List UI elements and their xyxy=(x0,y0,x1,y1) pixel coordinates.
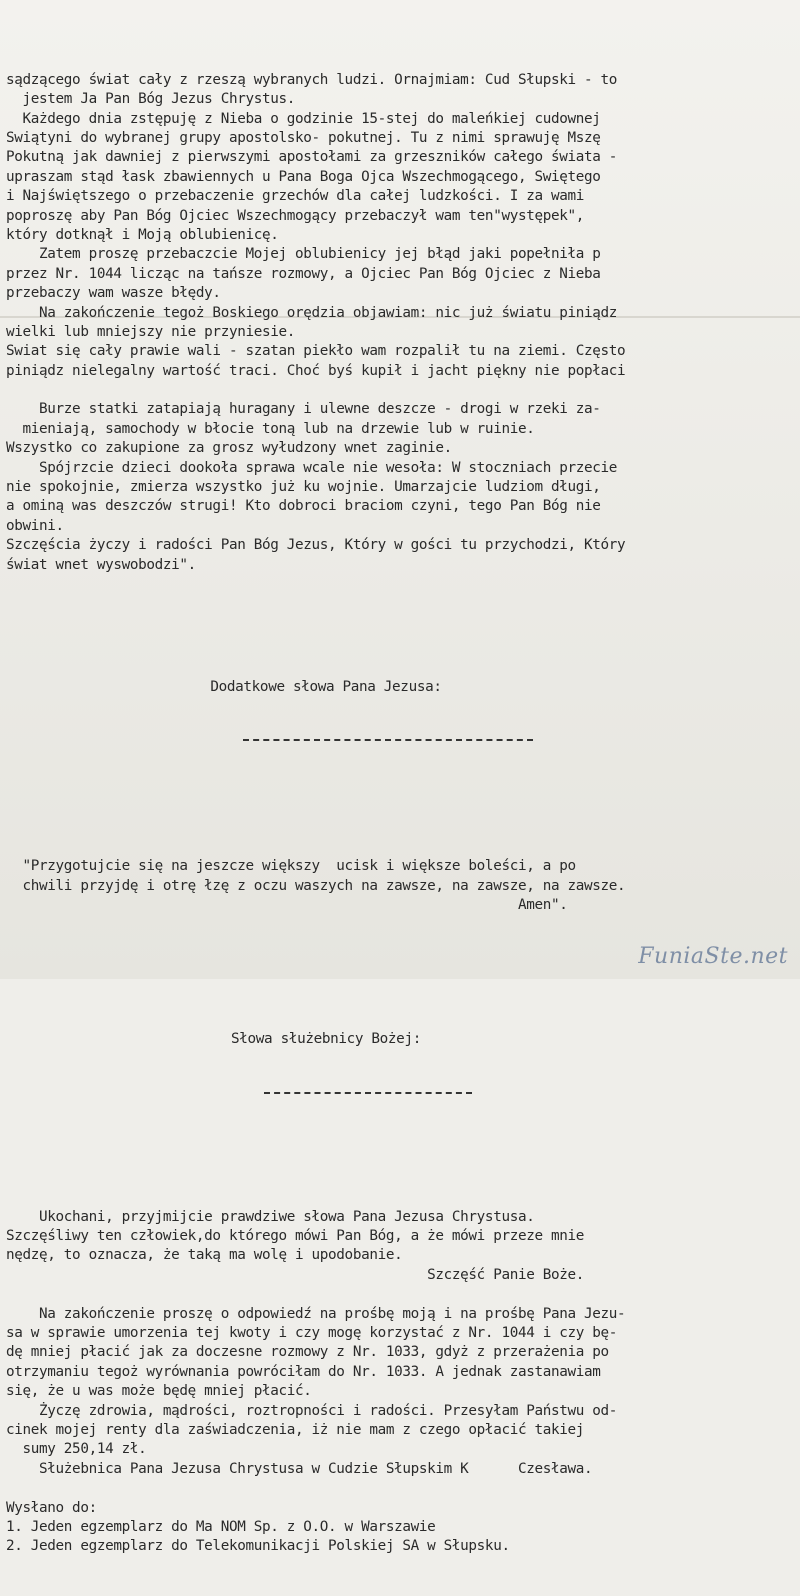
text-line: mieniają, samochody w błocie toną lub na drzewie lub w ruinie. xyxy=(6,420,535,437)
text-line: 1. Jeden egzemplarz do Ma NOM Sp. z O.O. w Warszawie xyxy=(6,1518,436,1535)
text-line: Spójrzcie dzieci dookoła sprawa wcale nie wesoła: W stoczniach przecie xyxy=(6,459,618,476)
text-line: Służebnica Pana Jezusa Chrystusa w Cudzie Słupskim K Czesława. xyxy=(6,1460,593,1477)
text-line: upraszam stąd łask zbawiennych u Pana Boga Ojca Wszechmogącego, Swiętego xyxy=(6,168,601,185)
text-line: obwini. xyxy=(6,517,64,534)
text-line: wielki lub mniejszy nie przyniesie. xyxy=(6,323,296,340)
watermark-logo: FuniaSte.net xyxy=(638,944,788,969)
text-line: Życzę zdrowia, mądrości, roztropności i radości. Przesyłam Państwu od- xyxy=(6,1402,618,1419)
text-line: sumy 250,14 zł. xyxy=(6,1441,147,1458)
text-line: Ukochani, przyjmijcie prawdziwe słowa Pana Jezusa Chrystusa. xyxy=(6,1208,535,1225)
text-line: Każdego dnia zstępuję z Nieba o godzinie 15-stej do maleńkiej cudownej xyxy=(6,110,601,127)
text-line xyxy=(6,1479,796,1498)
text-line: cinek mojej renty dla zaświadczenia, iż nie mam z czego opłacić takiej xyxy=(6,1421,585,1438)
text-line: dę mniej płacić jak za doczesne rozmowy z Nr. 1033, gdyż z przerażenia po xyxy=(6,1344,609,1361)
text-line: Na zakończenie tegoż Boskiego orędzia objawiam: nic już światu piniądz xyxy=(6,304,618,321)
text-line: Burze statki zatapiają huragany i ulewne deszcze - drogi w rzeki za- xyxy=(6,401,601,418)
text-line: Szczęścia życzy i radości Pan Bóg Jezus, Który w gości tu przychodzi, Który xyxy=(6,537,626,554)
text-line: Swiat się cały prawie wali - szatan piekło wam rozpalił tu na ziemi. Często xyxy=(6,343,626,360)
letter-body-part1 xyxy=(6,71,796,575)
text-line xyxy=(6,1285,796,1304)
text-line: poproszę aby Pan Bóg Ojciec Wszechmogący przebaczył wam ten"występek", xyxy=(6,207,585,224)
text-line: przebaczy wam wasze błędy. xyxy=(6,285,221,302)
text-line: jestem Ja Pan Bóg Jezus Chrystus. xyxy=(6,91,296,108)
text-line xyxy=(6,381,796,400)
text-line: Szczęśliwy ten człowiek,do którego mówi Pan Bóg, a że mówi przeze mnie xyxy=(6,1228,585,1245)
text-line: "Przygotujcie się na jeszcze większy ucisk i większe boleści, a po xyxy=(6,858,576,875)
heading1-underline xyxy=(6,736,796,746)
text-line: nędzę, to oznacza, że taką ma wolę i upodobanie. xyxy=(6,1247,403,1264)
text-line: Pokutną jak dawniej z pierwszymi apostołami za grzeszników całego świata - xyxy=(6,149,618,166)
text-line: świat wnet wyswobodzi". xyxy=(6,556,196,573)
text-line: Swiątyni do wybranej grupy apostolsko- pokutnej. Tu z nimi sprawuję Mszę xyxy=(6,129,601,146)
text-line: który dotknął i Moją oblubienicę. xyxy=(6,226,279,243)
text-line: Amen". xyxy=(6,897,568,914)
text-line: piniądz nielegalny wartość traci. Choć byś kupił i jacht piękny nie popłaci xyxy=(6,362,626,379)
text-line: sądzącego świat cały z rzeszą wybranych ludzi. Ornajmiam: Cud Słupski - to xyxy=(6,71,618,88)
letter-text xyxy=(6,32,796,1596)
text-line: 2. Jeden egzemplarz do Telekomunikacji Polskiej SA w Słupsku. xyxy=(6,1538,510,1555)
text-line: i Najświętszego o przebaczenie grzechów dla całej ludzkości. I za wami xyxy=(6,188,585,205)
text-line: Szczęść Panie Boże. xyxy=(6,1266,585,1283)
text-line: Wszystko co zakupione za grosz wyłudzony wnet zaginie. xyxy=(6,440,452,457)
heading-sluzebnicy: Słowa służebnicy Bożej: xyxy=(231,1031,421,1048)
text-line: chwili przyjdę i otrę łzę z oczu waszych na zawsze, na zawsze, na zawsze. xyxy=(6,877,626,894)
text-line: otrzymaniu tegoż wyrównania powróciłam do Nr. 1033. A jednak zastanawiam xyxy=(6,1363,601,1380)
text-line: Zatem proszę przebaczcie Mojej oblubienicy jej błąd jaki popełniła p xyxy=(6,246,601,263)
heading-dodatkowe: Dodatkowe słowa Pana Jezusa: xyxy=(210,679,442,695)
letter-body-part2 xyxy=(6,857,796,915)
text-line: przez Nr. 1044 licząc na tańsze rozmowy, a Ojciec Pan Bóg Ojciec z Nieba xyxy=(6,265,601,282)
text-line: się, że u was może będę mniej płacić. xyxy=(6,1383,312,1400)
text-line: Wysłano do: xyxy=(6,1499,97,1516)
letter-body-part3 xyxy=(6,1208,796,1557)
text-line: sa w sprawie umorzenia tej kwoty i czy mogę korzystać z Nr. 1044 i czy bę- xyxy=(6,1325,618,1342)
heading2-underline xyxy=(6,1089,796,1099)
text-line: Na zakończenie proszę o odpowiedź na prośbę moją i na prośbę Pana Jezu- xyxy=(6,1305,626,1322)
text-line: a ominą was deszczów strugi! Kto dobroci braciom czyni, tego Pan Bóg nie xyxy=(6,498,601,515)
text-line: nie spokojnie, zmierza wszystko już ku wojnie. Umarzajcie ludziom długi, xyxy=(6,479,601,496)
